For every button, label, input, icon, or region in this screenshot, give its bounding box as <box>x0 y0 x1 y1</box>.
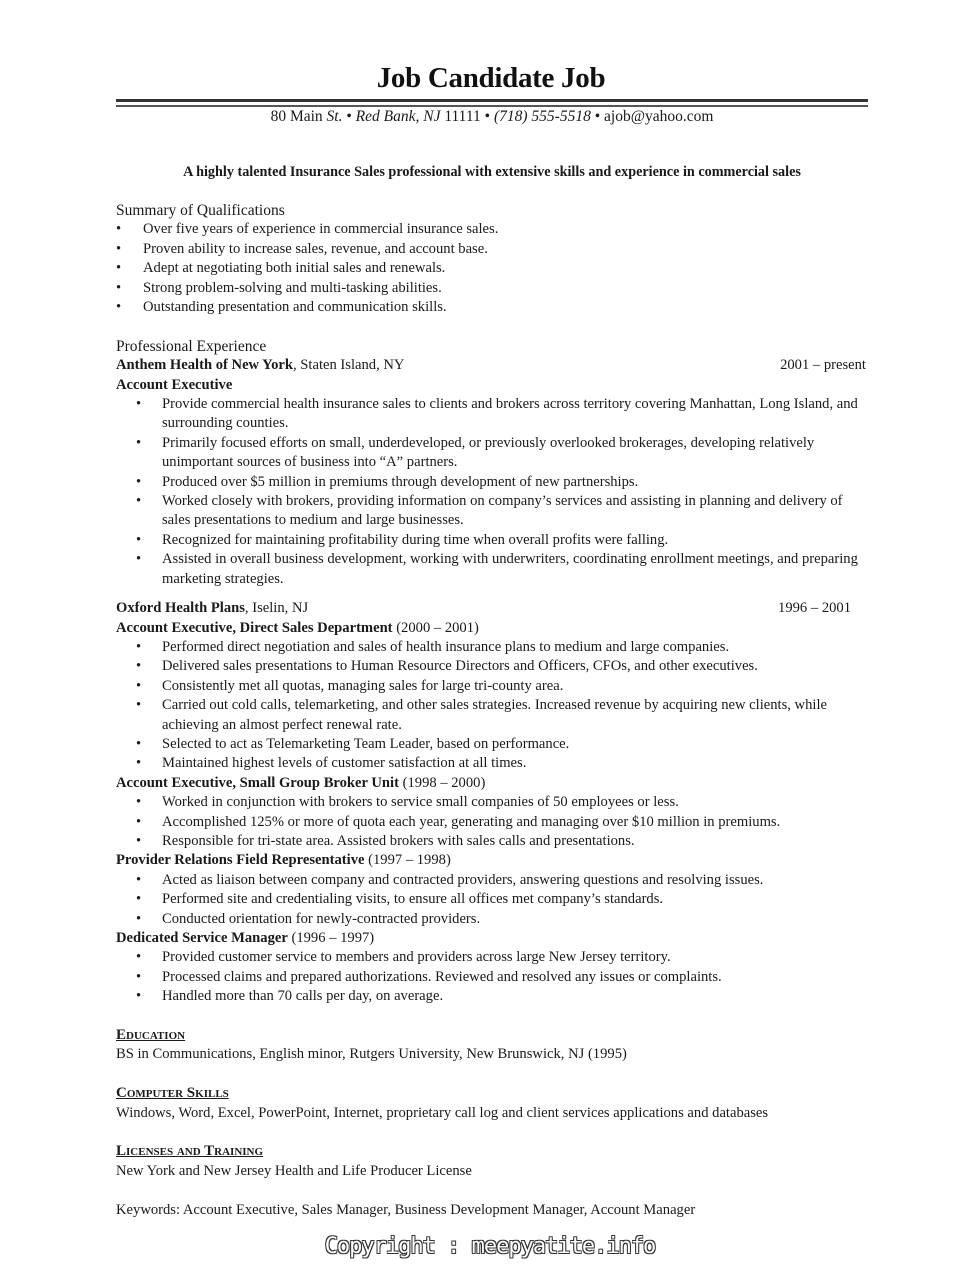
role-name: Dedicated Service Manager <box>116 930 288 947</box>
licenses-heading: Licenses and Training <box>116 1143 264 1160</box>
duty-item: • Primarily focused efforts on small, underdeveloped, or previously overlooked brokerages, developing relatively unimportant sources of business into “A” partners. <box>116 434 862 473</box>
summary-heading: Summary of Qualifications <box>116 202 285 219</box>
role-title <box>116 851 876 870</box>
licenses-text: New York and New Jersey Health and Life Producer License <box>116 1162 472 1179</box>
employer <box>116 599 308 618</box>
keywords: Keywords: Account Executive, Sales Manager, Business Development Manager, Account Manager <box>116 1201 696 1218</box>
resume-body <box>116 201 876 1220</box>
duty-item: • Provided customer service to members and providers across large New Jersey territory. <box>116 948 862 967</box>
header-rule-thick <box>116 99 868 102</box>
duty-item: • Assisted in overall business development, working with underwriters, coordinating enrollment meetings, and preparing marketing strategies. <box>116 550 862 589</box>
role-name: Account Executive, Small Group Broker Unit <box>116 774 399 791</box>
summary-item: • Proven ability to increase sales, revenue, and account base. <box>116 240 876 259</box>
role-name: Account Executive <box>116 376 233 393</box>
summary-item: • Outstanding presentation and communication skills. <box>116 298 876 317</box>
education-heading: Education <box>116 1027 186 1044</box>
role-title <box>116 619 876 638</box>
tagline: A highly talented Insurance Sales professional with extensive skills and experience in commercial sales <box>183 164 801 180</box>
company-name: Oxford Health Plans <box>116 600 245 617</box>
contact-line <box>116 108 868 126</box>
skills-text: Windows, Word, Excel, PowerPoint, Internet, proprietary call log and client services applications and databases <box>116 1104 769 1121</box>
summary-item: • Adept at negotiating both initial sales and renewals. <box>116 259 876 278</box>
role-duties <box>116 638 876 774</box>
role-title <box>116 929 876 948</box>
header-rule-thin <box>116 105 868 107</box>
summary-item: • Strong problem-solving and multi-tasking abilities. <box>116 279 876 298</box>
separator: • <box>480 108 494 125</box>
street: 80 Main <box>270 108 327 125</box>
duty-item: • Conducted orientation for newly-contracted providers. <box>116 910 862 929</box>
summary-list <box>116 220 876 317</box>
skills-heading: Computer Skills <box>116 1085 229 1102</box>
job-dates: 2001 – present <box>780 357 866 374</box>
duty-item: • Performed direct negotiation and sales of health insurance plans to medium and large companies. <box>116 638 862 657</box>
job-location: , Iselin, NJ <box>244 600 309 617</box>
duty-item: • Recognized for maintaining profitability during time when overall profits were falling. <box>116 531 862 550</box>
role-duties <box>116 395 876 589</box>
role-period: (1996 – 1997) <box>287 930 375 947</box>
role-title <box>116 774 876 793</box>
duty-item: • Processed claims and prepared authorizations. Reviewed and resolved any issues or complaints. <box>116 968 862 987</box>
role-title <box>116 376 876 395</box>
role-duties <box>116 948 876 1006</box>
candidate-name: Job Candidate Job <box>376 62 606 94</box>
job-header <box>116 356 876 375</box>
duty-item: • Carried out cold calls, telemarketing, and other sales strategies. Increased revenue by acquiring new clients, while achieving an almost perfect renewal rate. <box>116 696 862 735</box>
job-header <box>116 599 876 618</box>
role-name: Account Executive, Direct Sales Department <box>116 619 393 636</box>
duty-item: • Produced over $5 million in premiums through development of new partnerships. <box>116 473 862 492</box>
role-period: (2000 – 2001) <box>392 619 479 636</box>
role-period: (1998 – 2000) <box>398 774 486 791</box>
copyright-watermark: Copyright : meepyatite.info <box>324 1234 656 1259</box>
phone: (718) 555-5518 <box>493 108 591 125</box>
duty-item: • Handled more than 70 calls per day, on average. <box>116 987 862 1006</box>
duty-item: • Performed site and credentialing visits, to ensure all offices met company’s standards. <box>116 890 862 909</box>
jobs <box>116 356 876 1006</box>
duty-item: • Provide commercial health insurance sales to clients and brokers across territory covering Manhattan, Long Island, and surrounding counties. <box>116 395 862 434</box>
experience-heading: Professional Experience <box>116 337 267 355</box>
street-suffix: St. <box>326 108 343 125</box>
duty-item: • Acted as liaison between company and contracted providers, answering questions and resolving issues. <box>116 871 862 890</box>
employer <box>116 356 404 375</box>
duty-item: • Worked in conjunction with brokers to service small companies of 50 employees or less. <box>116 793 862 812</box>
duty-item: • Selected to act as Telemarketing Team Leader, based on performance. <box>116 735 862 754</box>
city: Red Bank, NJ <box>355 108 441 125</box>
duty-item: • Maintained highest levels of customer satisfaction at all times. <box>116 754 862 773</box>
separator: • <box>342 108 356 125</box>
separator: • <box>590 108 605 125</box>
duty-item: • Accomplished 125% or more of quota each year, generating and managing over $10 million in premiums. <box>116 813 862 832</box>
email: ajob@yahoo.com <box>604 108 714 125</box>
education-text: BS in Communications, English minor, Rutgers University, New Brunswick, NJ (1995) <box>116 1046 627 1063</box>
role-duties <box>116 871 876 929</box>
job-location: , Staten Island, NY <box>293 357 405 374</box>
zip: 11111 <box>440 108 481 125</box>
summary-item: • Over five years of experience in commercial insurance sales. <box>116 220 876 239</box>
duty-item: • Worked closely with brokers, providing information on company’s services and assisting in planning and delivery of sales presentations to medium and large businesses. <box>116 492 862 531</box>
role-duties <box>116 793 876 851</box>
job-dates: 1996 – 2001 <box>778 600 851 617</box>
role-period: (1997 – 1998) <box>364 852 451 869</box>
duty-item: • Responsible for tri-state area. Assisted brokers with sales calls and presentations. <box>116 832 862 851</box>
role-name: Provider Relations Field Representative <box>116 852 365 869</box>
company-name: Anthem Health of New York <box>116 357 293 374</box>
duty-item: • Consistently met all quotas, managing sales for large tri-county area. <box>116 677 862 696</box>
duty-item: • Delivered sales presentations to Human Resource Directors and Officers, CFOs, and other executives. <box>116 657 862 676</box>
